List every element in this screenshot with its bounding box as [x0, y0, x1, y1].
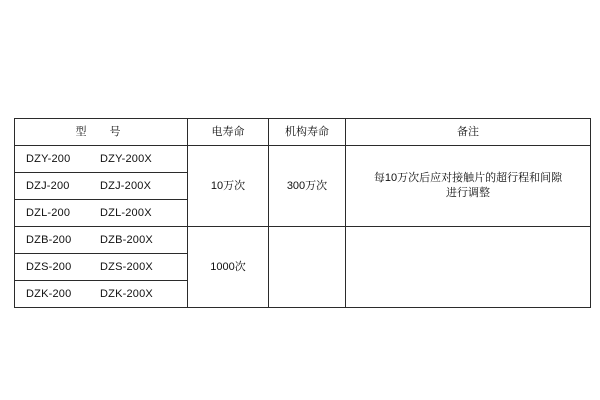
table-row — [15, 146, 591, 173]
remark-line-2: 进行调整 — [446, 187, 490, 199]
model-code-primary: DZL-200 — [26, 206, 71, 219]
table-head — [15, 119, 591, 146]
model-code-primary: DZY-200 — [26, 152, 71, 165]
specification-table — [14, 118, 591, 308]
model-code-variant: DZY-200X — [100, 152, 152, 165]
cell-model — [15, 200, 188, 227]
cell-electrical-life: 10万次 — [188, 146, 269, 227]
column-header-electrical-life: 电寿命 — [188, 119, 269, 146]
model-code-primary: DZB-200 — [26, 233, 72, 246]
model-code-primary: DZS-200 — [26, 260, 72, 273]
model-code-variant: DZB-200X — [100, 233, 153, 246]
cell-mechanical-life: 300万次 — [269, 146, 346, 227]
cell-remark — [346, 146, 591, 227]
model-code-primary: DZK-200 — [26, 287, 72, 300]
model-code-variant: DZJ-200X — [100, 179, 152, 192]
table-header-row — [15, 119, 591, 146]
cell-model — [15, 173, 188, 200]
column-header-remark: 备注 — [346, 119, 591, 146]
model-code-variant: DZS-200X — [100, 260, 153, 273]
cell-remark — [346, 227, 591, 308]
column-header-mechanical-life: 机构寿命 — [269, 119, 346, 146]
table-body — [15, 146, 591, 308]
model-code-variant: DZK-200X — [100, 287, 153, 300]
model-code-primary: DZJ-200 — [26, 179, 70, 192]
column-header-model: 型 号 — [15, 119, 188, 146]
remark-line-1: 每10万次后应对接触片的超行程和间隙 — [373, 172, 563, 185]
cell-model — [15, 227, 188, 254]
cell-model — [15, 146, 188, 173]
cell-model — [15, 281, 188, 308]
cell-model — [15, 254, 188, 281]
model-code-variant: DZL-200X — [100, 206, 152, 219]
cell-mechanical-life — [269, 227, 346, 308]
table-row — [15, 227, 591, 254]
cell-electrical-life: 1000次 — [188, 227, 269, 308]
